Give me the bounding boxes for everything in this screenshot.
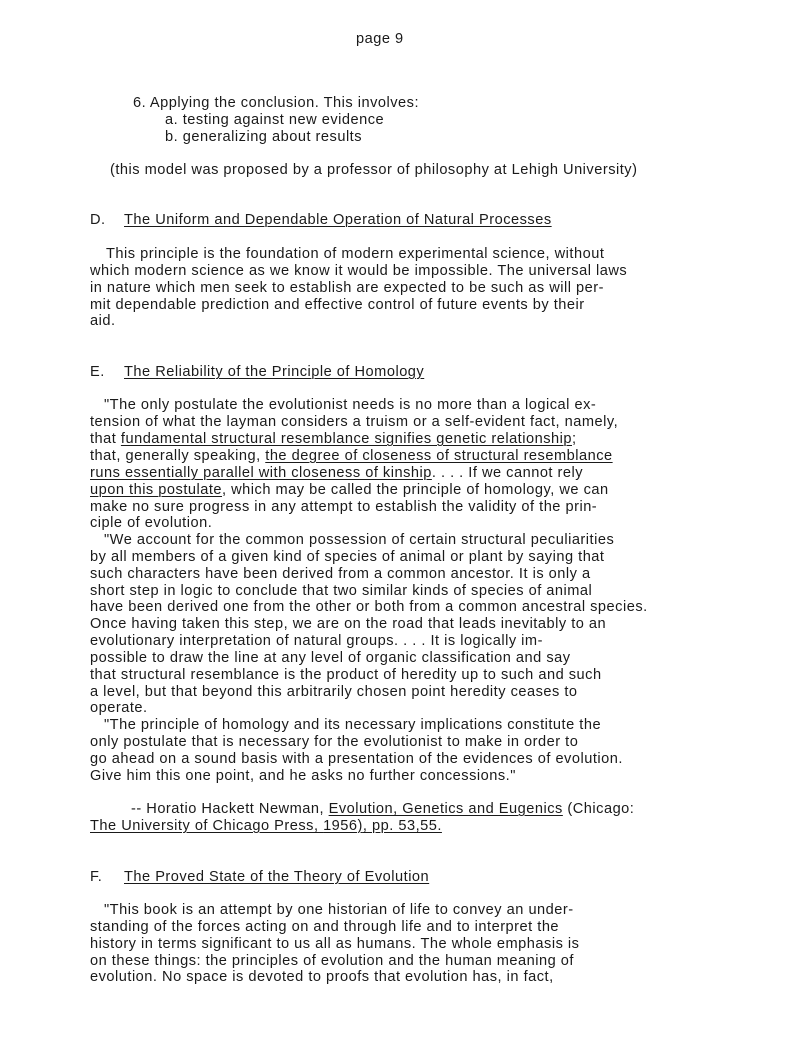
- section-d-heading: The Uniform and Dependable Operation of Natural Processes: [124, 212, 552, 228]
- underlined-phrase: the degree of closeness of structural resemblance: [265, 448, 613, 464]
- quote-line: make no sure progress in any attempt to establish the validity of the prin-: [90, 499, 598, 515]
- quote-line: tension of what the layman considers a truism or a self-evident fact, namely,: [90, 414, 619, 430]
- quote-line: [90, 465, 583, 482]
- quote-line: [90, 448, 613, 465]
- quote-line: that structural resemblance is the product of heredity up to such and such: [90, 667, 602, 683]
- quote-text: . . . . If we cannot rely: [431, 465, 584, 481]
- section-d-line-2: which modern science as we know it would be impossible. The universal laws: [90, 263, 628, 279]
- citation-year: 1956): [323, 818, 363, 834]
- section-f-heading: The Proved State of the Theory of Evolution: [124, 869, 430, 885]
- section-d-line-3: in nature which men seek to establish are expected to be such as will per-: [90, 280, 604, 296]
- quote-line: only postulate that is necessary for the evolutionist to make in order to: [90, 734, 579, 750]
- list-item-b: b. generalizing about results: [165, 129, 363, 145]
- section-f-line-5: evolution. No space is devoted to proofs that evolution has, in fact,: [90, 969, 554, 985]
- quote-line: "The only postulate the evolutionist needs is no more than a logical ex-: [104, 397, 597, 413]
- section-f-line-4: on these things: the principles of evolution and the human meaning of: [90, 953, 574, 969]
- quote-line: possible to draw the line at any level of organic classification and say: [90, 650, 571, 666]
- quote-line: operate.: [90, 700, 148, 716]
- underlined-phrase: fundamental structural resemblance signifies genetic relationship: [120, 431, 572, 447]
- section-e-letter: E.: [90, 364, 105, 380]
- page-number: page 9: [356, 31, 404, 47]
- citation-line-1: [131, 801, 634, 818]
- section-e-heading: The Reliability of the Principle of Homology: [124, 364, 425, 380]
- section-f-line-3: history in terms significant to us all as humans. The whole emphasis is: [90, 936, 580, 952]
- quote-line: evolutionary interpretation of natural groups. . . . It is logically im-: [90, 633, 543, 649]
- citation-line-2: [90, 818, 442, 835]
- quote-line: "The principle of homology and its necessary implications constitute the: [104, 717, 602, 733]
- quote-line: short step in logic to conclude that two similar kinds of species of animal: [90, 583, 593, 599]
- section-f-line-1: "This book is an attempt by one historian of life to convey an under-: [104, 902, 574, 918]
- underlined-phrase: upon this postulate: [90, 482, 223, 498]
- quote-line: have been derived one from the other or both from a common ancestral species.: [90, 599, 648, 615]
- citation-place: (Chicago:: [562, 801, 635, 817]
- citation-publisher: The University of Chicago Press,: [90, 818, 324, 834]
- underlined-phrase: runs essentially parallel with closeness of kinship: [90, 465, 432, 481]
- citation-book-title: Evolution, Genetics and Eugenics: [328, 801, 563, 817]
- section-d-line-5: aid.: [90, 313, 116, 329]
- quote-text: ;: [572, 431, 577, 447]
- model-note: (this model was proposed by a professor of philosophy at Lehigh University): [110, 162, 638, 178]
- citation-author: -- Horatio Hackett Newman,: [131, 801, 329, 817]
- list-item-a: a. testing against new evidence: [165, 112, 385, 128]
- section-f-line-2: standing of the forces acting on and through life and to interpret the: [90, 919, 560, 935]
- quote-text: that, generally speaking,: [90, 448, 266, 464]
- section-d-line-1: This principle is the foundation of modern experimental science, without: [106, 246, 605, 262]
- citation-pages: , pp. 53,55.: [362, 818, 442, 834]
- quote-line: a level, but that beyond this arbitrarily chosen point heredity ceases to: [90, 684, 578, 700]
- quote-line: Give him this one point, and he asks no further concessions.": [90, 768, 516, 784]
- section-f-letter: F.: [90, 869, 103, 885]
- section-d-letter: D.: [90, 212, 106, 228]
- quote-line: such characters have been derived from a common ancestor. It is only a: [90, 566, 591, 582]
- quote-line: ciple of evolution.: [90, 515, 213, 531]
- quote-text: , which may be called the principle of homology, we can: [222, 482, 609, 498]
- quote-line: [90, 482, 609, 499]
- quote-line: go ahead on a sound basis with a presentation of the evidences of evolution.: [90, 751, 623, 767]
- list-item-6: 6. Applying the conclusion. This involves:: [133, 95, 420, 111]
- quote-line: by all members of a given kind of species of animal or plant by saying that: [90, 549, 605, 565]
- section-d-line-4: mit dependable prediction and effective control of future events by their: [90, 297, 585, 313]
- quote-text: that: [90, 431, 121, 447]
- quote-line: [90, 431, 577, 448]
- quote-line: Once having taken this step, we are on the road that leads inevitably to an: [90, 616, 607, 632]
- quote-line: "We account for the common possession of certain structural peculiarities: [104, 532, 615, 548]
